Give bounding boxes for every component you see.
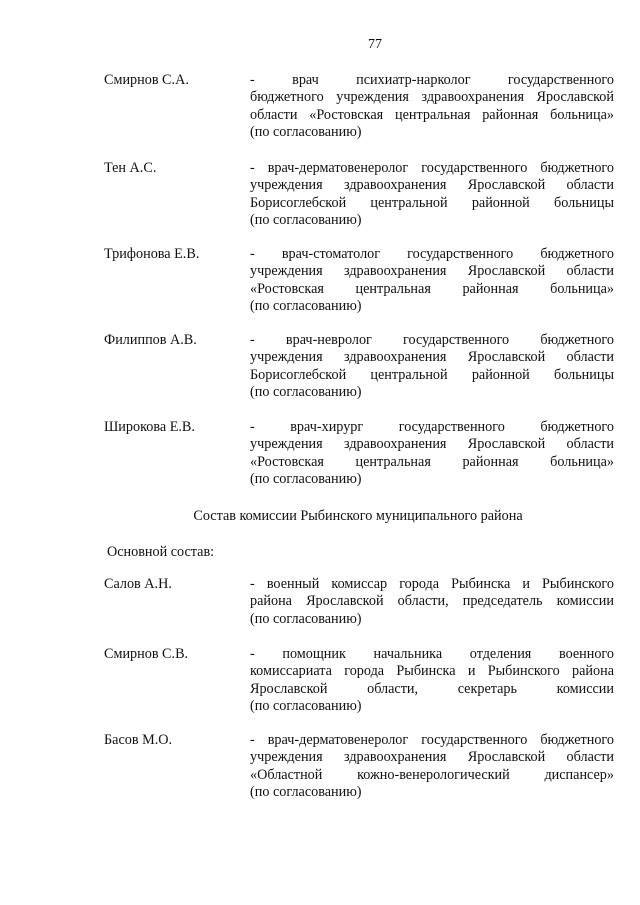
subsection-title: Основной состав: — [107, 544, 215, 560]
position-line: - врач-дерматовенеролог государственного бюджетного — [250, 160, 614, 176]
position-line: (по согласованию) — [250, 698, 362, 715]
position-line: - врач-невролог государственного бюджетного — [250, 332, 614, 348]
member-name: Смирнов С.А. — [104, 72, 189, 88]
member-position — [250, 72, 614, 142]
member-position — [250, 332, 614, 402]
member-position — [250, 576, 614, 628]
position-line: - врач-хирург государственного бюджетного — [250, 419, 614, 435]
position-line: области «Ростовская центральная районная больница» — [250, 106, 614, 123]
position-line: - врач-дерматовенеролог государственного бюджетного — [250, 732, 614, 748]
position-line: «Ростовская центральная районная больница» — [250, 453, 614, 470]
position-line: (по согласованию) — [250, 610, 362, 627]
position-line: (по согласованию) — [250, 784, 362, 801]
position-line: учреждения здравоохранения Ярославской области — [250, 263, 614, 280]
position-line: Ярославской области, секретарь комиссии — [250, 680, 614, 697]
position-line: «Ростовская центральная районная больница» — [250, 280, 614, 297]
position-line: учреждения здравоохранения Ярославской области — [250, 177, 614, 194]
position-line: (по согласованию) — [250, 124, 362, 141]
member-name: Тен А.С. — [104, 160, 157, 176]
member-position — [250, 646, 614, 716]
position-line: бюджетного учреждения здравоохранения Ярославской — [250, 89, 614, 106]
position-line: - помощник начальника отделения военного — [250, 646, 614, 662]
member-name: Широкова Е.В. — [104, 419, 195, 435]
position-line: учреждения здравоохранения Ярославской области — [250, 436, 614, 453]
position-line: (по согласованию) — [250, 384, 362, 401]
position-line: Борисоглебской центральной районной больницы — [250, 366, 614, 383]
position-line: - военный комиссар города Рыбинска и Рыбинского — [250, 576, 614, 592]
position-line: Борисоглебской центральной районной больницы — [250, 194, 614, 211]
position-line: района Ярославской области, председатель комиссии — [250, 593, 614, 610]
member-position — [250, 246, 614, 316]
member-name: Трифонова Е.В. — [104, 246, 200, 262]
position-line: «Областной кожно-венерологический диспансер» — [250, 766, 614, 783]
member-name: Смирнов С.В. — [104, 646, 189, 662]
member-name: Филиппов А.В. — [104, 332, 197, 348]
member-position — [250, 732, 614, 802]
position-line: учреждения здравоохранения Ярославской области — [250, 749, 614, 766]
member-position — [250, 419, 614, 489]
member-position — [250, 160, 614, 230]
position-line: (по согласованию) — [250, 471, 362, 488]
page-number: 77 — [368, 37, 382, 52]
position-line: - врач-стоматолог государственного бюджетного — [250, 246, 614, 262]
position-line: учреждения здравоохранения Ярославской области — [250, 349, 614, 366]
position-line: - врач психиатр-нарколог государственного — [250, 72, 614, 88]
member-name: Салов А.Н. — [104, 576, 172, 592]
position-line: (по согласованию) — [250, 298, 362, 315]
position-line: комиссариата города Рыбинска и Рыбинского района — [250, 663, 614, 680]
section-title: Состав комиссии Рыбинского муниципального района — [193, 508, 523, 524]
position-line: (по согласованию) — [250, 212, 362, 229]
member-name: Басов М.О. — [104, 732, 173, 748]
